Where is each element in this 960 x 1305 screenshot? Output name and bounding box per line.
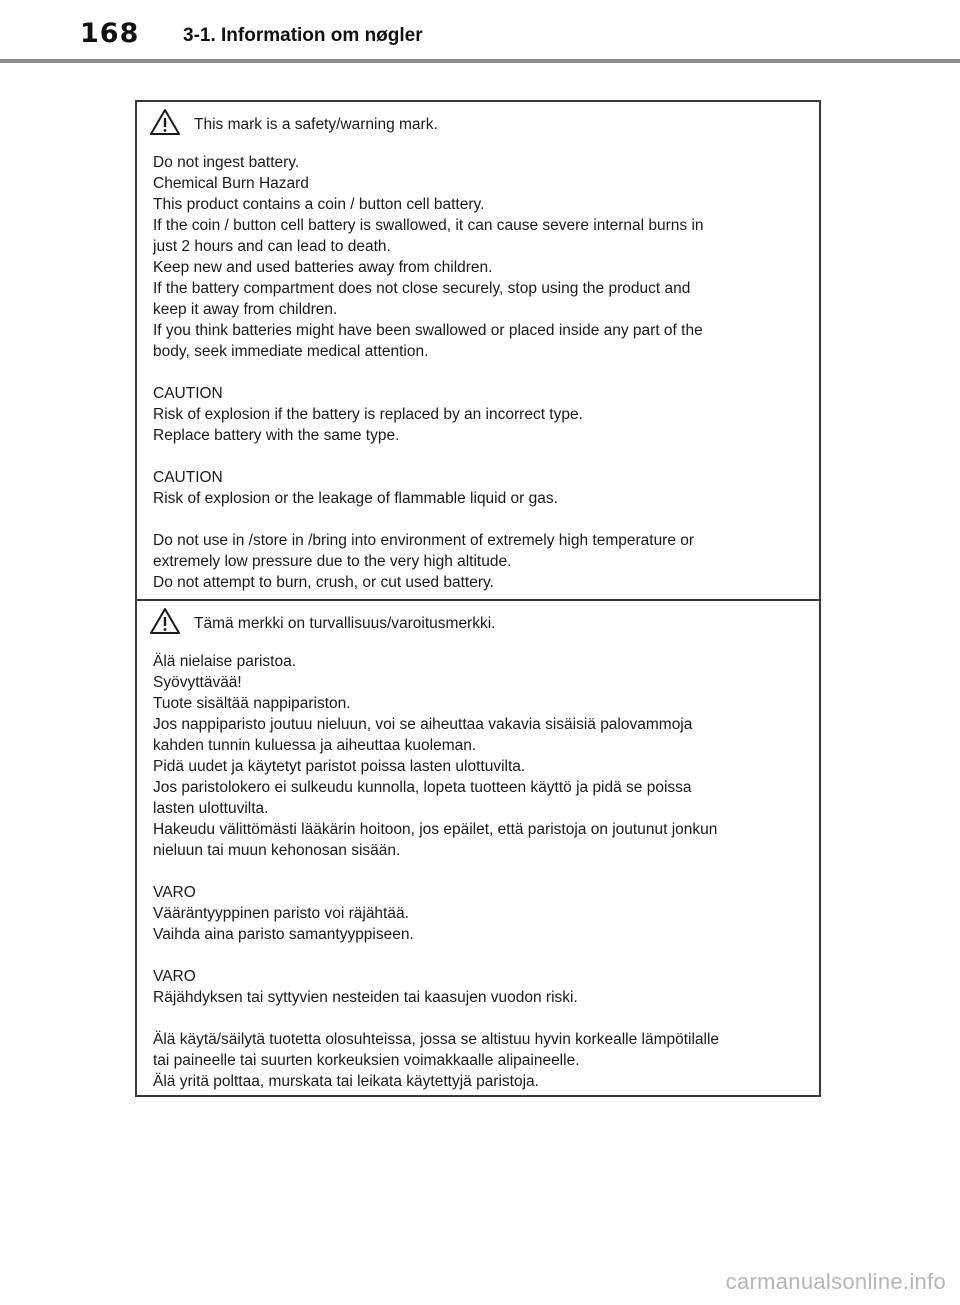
header-divider xyxy=(0,59,960,63)
warning-text-line: This product contains a coin / button cell battery. xyxy=(153,196,485,213)
warning-text-line: Pidä uudet ja käytetyt paristot poissa lasten ulottuvilta. xyxy=(153,758,526,775)
section-title: 3-1. Information om nøgler xyxy=(183,25,423,46)
warning-text-line: Keep new and used batteries away from children. xyxy=(153,259,493,276)
warning-text-line: VARO xyxy=(153,968,196,985)
battery-warning-box xyxy=(135,100,821,1097)
warning-text-line: keep it away from children. xyxy=(153,301,338,318)
english-warning-mark-text: This mark is a safety/warning mark. xyxy=(194,116,438,133)
english-warning-body xyxy=(153,152,813,593)
paragraph-gap xyxy=(153,362,813,383)
warning-text-line: Syövyttävää! xyxy=(153,674,242,691)
finnish-warning-panel xyxy=(137,599,819,1095)
watermark: carmanualsonline.info xyxy=(725,1269,946,1294)
warning-text-line: If the coin / button cell battery is swallowed, it can cause severe internal burns in xyxy=(153,217,704,234)
warning-text-line: kahden tunnin kuluessa ja aiheuttaa kuoleman. xyxy=(153,737,477,754)
warning-text-line: lasten ulottuvilta. xyxy=(153,800,269,817)
paragraph-gap xyxy=(153,446,813,467)
page-header xyxy=(0,0,960,62)
paragraph-gap xyxy=(153,945,813,966)
warning-text-line: If the battery compartment does not close securely, stop using the product and xyxy=(153,280,691,297)
warning-text-line: Chemical Burn Hazard xyxy=(153,175,309,192)
warning-text-line: just 2 hours and can lead to death. xyxy=(153,238,391,255)
warning-text-line: Replace battery with the same type. xyxy=(153,427,400,444)
warning-text-line: Älä nielaise paristoa. xyxy=(153,653,297,670)
warning-text-line: Do not attempt to burn, crush, or cut used battery. xyxy=(153,574,494,591)
warning-text-line: Risk of explosion if the battery is replaced by an incorrect type. xyxy=(153,406,583,423)
warning-text-line: Jos nappiparisto joutuu nieluun, voi se aiheuttaa vakavia sisäisiä palovammoja xyxy=(153,716,693,733)
paragraph-gap xyxy=(153,1008,813,1029)
warning-text-line: tai paineelle tai suurten korkeuksien voimakkaalle alipaineelle. xyxy=(153,1052,580,1069)
warning-triangle-icon xyxy=(149,607,181,635)
warning-text-line: Jos paristolokero ei sulkeudu kunnolla, lopeta tuotteen käyttö ja pidä se poissa xyxy=(153,779,692,796)
warning-text-line: body, seek immediate medical attention. xyxy=(153,343,429,360)
warning-text-line: If you think batteries might have been swallowed or placed inside any part of the xyxy=(153,322,703,339)
warning-text-line: Räjähdyksen tai syttyvien nesteiden tai kaasujen vuodon riski. xyxy=(153,989,578,1006)
paragraph-gap xyxy=(153,861,813,882)
warning-text-line: Älä yritä polttaa, murskata tai leikata käytettyjä paristoja. xyxy=(153,1073,539,1090)
warning-text-line: CAUTION xyxy=(153,469,223,486)
warning-text-line: nieluun tai muun kehonosan sisään. xyxy=(153,842,401,859)
paragraph-gap xyxy=(153,509,813,530)
warning-text-line: Vaihda aina paristo samantyyppiseen. xyxy=(153,926,414,943)
warning-text-line: VARO xyxy=(153,884,196,901)
finnish-warning-body xyxy=(153,651,813,1092)
warning-text-line: Hakeudu välittömästi lääkärin hoitoon, jos epäilet, että paristoja on joutunut jonkun xyxy=(153,821,718,838)
page-number: 168 xyxy=(80,18,140,49)
warning-text-line: extremely low pressure due to the very high altitude. xyxy=(153,553,512,570)
warning-text-line: Tuote sisältää nappipariston. xyxy=(153,695,351,712)
finnish-warning-mark-text: Tämä merkki on turvallisuus/varoitusmerkki. xyxy=(194,615,496,632)
warning-text-line: Do not use in /store in /bring into environment of extremely high temperature or xyxy=(153,532,695,549)
warning-text-line: Risk of explosion or the leakage of flammable liquid or gas. xyxy=(153,490,558,507)
english-warning-panel xyxy=(137,102,819,599)
warning-text-line: CAUTION xyxy=(153,385,223,402)
warning-text-line: Älä käytä/säilytä tuotetta olosuhteissa, jossa se altistuu hyvin korkealle lämpötilalle xyxy=(153,1031,720,1048)
warning-triangle-icon xyxy=(149,108,181,136)
warning-text-line: Vääräntyyppinen paristo voi räjähtää. xyxy=(153,905,409,922)
warning-text-line: Do not ingest battery. xyxy=(153,154,300,171)
